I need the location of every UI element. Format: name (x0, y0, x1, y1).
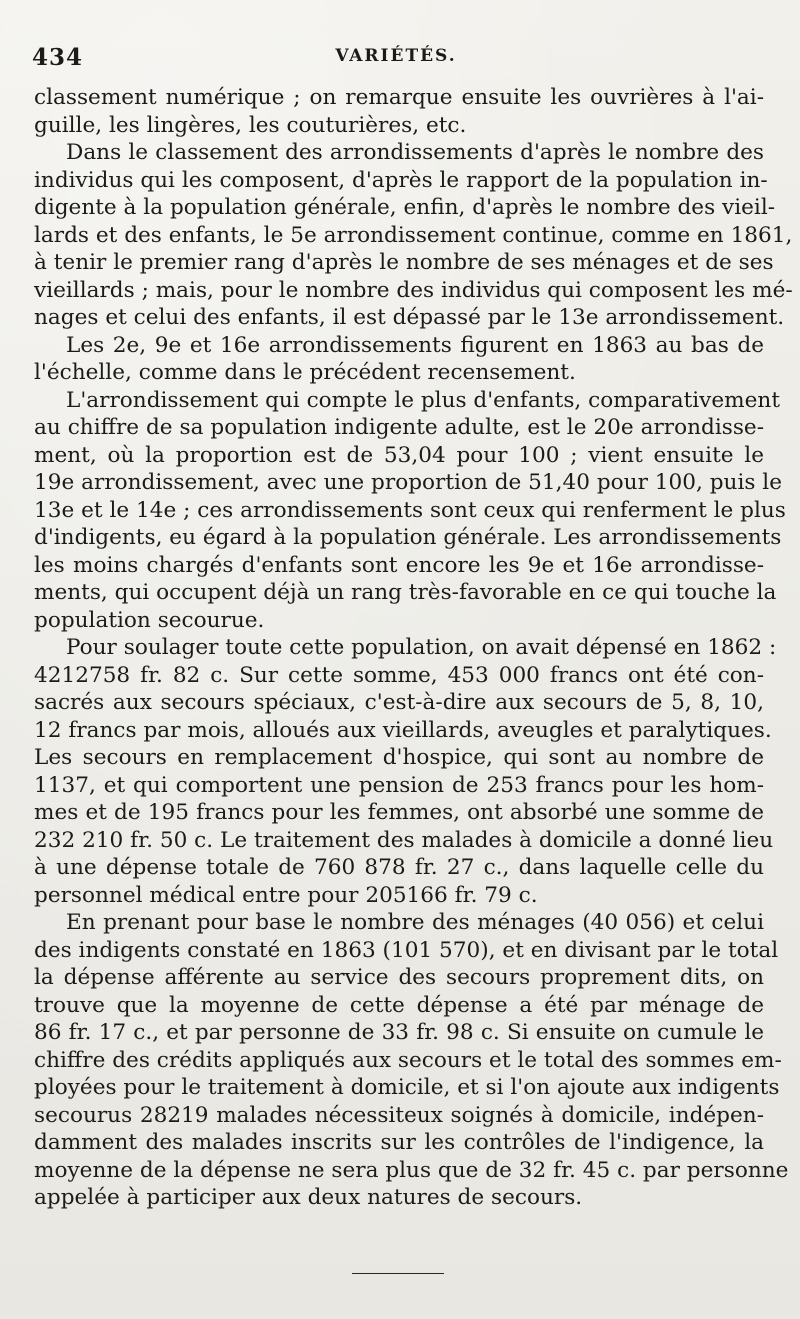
text-line: 12 francs par mois, alloués aux vieillards, aveugles et paralytiques. (34, 717, 772, 743)
text-line: ments, qui occupent déjà un rang très-favorable en ce qui touche la (34, 580, 777, 605)
text-line: à une dépense totale de 760 878 fr. 27 c., dans laquelle celle du (34, 855, 764, 880)
text-line: Dans le classement des arrondissements d'après le nombre des (66, 140, 764, 165)
text-line: chiffre des crédits appliqués aux secours et le total des sommes em- (34, 1047, 782, 1073)
text-line: 232 210 fr. 50 c. Le traitement des malades à domicile a donné lieu (34, 827, 774, 853)
text-line: 1137, et qui comportent une pension de 253 francs pour les hom- (34, 772, 764, 798)
text-line: sacrés aux secours spéciaux, c'est-à-dire aux secours de 5, 8, 10, (34, 690, 764, 715)
text-line: au chiffre de sa population indigente adulte, est le 20e arrondisse- (34, 415, 764, 440)
paragraph (34, 909, 789, 1212)
text-line: ment, où la proportion est de 53,04 pour 100 ; vient ensuite le (34, 442, 764, 468)
paragraph (34, 332, 764, 387)
text-line: 19e arrondissement, avec une proportion de 51,40 pour 100, puis le (34, 470, 782, 495)
text-line: Les secours en remplacement d'hospice, qui sont au nombre de (34, 745, 764, 770)
text-line: lards et des enfants, le 5e arrondissement continue, comme en 1861, (34, 222, 793, 248)
text-line: personnel médical entre pour 205166 fr. 79 c. (34, 882, 538, 908)
text-line: classement numérique ; on remarque ensuite les ouvrières à l'ai- (34, 85, 764, 110)
text-line: En prenant pour base le nombre des ménages (40 056) et celui (66, 910, 764, 935)
text-line: nages et celui des enfants, il est dépassé par le 13e arrondissement. (34, 305, 785, 330)
page-header (32, 44, 760, 74)
body-text (34, 84, 793, 1212)
text-line: appelée à participer aux deux natures de secours. (34, 1185, 583, 1210)
text-line: à tenir le premier rang d'après le nombre de ses ménages et de ses (34, 250, 774, 275)
text-line: la dépense afférente au service des secours proprement dits, on (34, 965, 764, 990)
paragraph (34, 84, 764, 139)
text-line: d'indigents, eu égard à la population générale. Les arrondissements (34, 525, 782, 550)
text-line: damment des malades inscrits sur les contrôles de l'indigence, la (34, 1130, 764, 1155)
text-line: 4212758 fr. 82 c. Sur cette somme, 453 000 francs ont été con- (34, 662, 764, 688)
running-head: VARIÉTÉS. (335, 46, 457, 66)
text-line: guille, les lingères, les couturières, etc. (34, 112, 467, 138)
paragraph (34, 387, 786, 635)
text-line: L'arrondissement qui compte le plus d'enfants, comparativement (66, 387, 780, 413)
text-line: Pour soulager toute cette population, on avait dépensé en 1862 : (66, 635, 777, 660)
text-line: individus qui les composent, d'après le rapport de la population in- (34, 167, 768, 193)
text-line: les moins chargés d'enfants sont encore les 9e et 16e arrondisse- (34, 552, 764, 578)
text-line: vieillards ; mais, pour le nombre des individus qui composent les mé- (34, 277, 793, 303)
text-line: des indigents constaté en 1863 (101 570), et en divisant par le total (34, 937, 779, 963)
text-line: ployées pour le traitement à domicile, et si l'on ajoute aux indigents (34, 1075, 780, 1100)
text-line: digente à la population générale, enfin, d'après le nombre des vieil- (34, 195, 776, 220)
text-line: moyenne de la dépense ne sera plus que de 32 fr. 45 c. par personne (34, 1157, 789, 1183)
text-line: mes et de 195 francs pour les femmes, ont absorbé une somme de (34, 800, 764, 825)
text-line: 86 fr. 17 c., et par personne de 33 fr. 98 c. Si ensuite on cumule le (34, 1020, 764, 1045)
text-line: l'échelle, comme dans le précédent recensement. (34, 360, 576, 385)
page-number: 434 (32, 44, 84, 71)
paragraph (34, 634, 777, 909)
text-line: population secourue. (34, 607, 265, 633)
section-end-rule (352, 1273, 444, 1274)
text-line: 13e et le 14e ; ces arrondissements sont ceux qui renferment le plus (34, 497, 786, 523)
text-line: Les 2e, 9e et 16e arrondissements figurent en 1863 au bas de (66, 332, 764, 358)
paragraph (34, 139, 793, 332)
text-line: trouve que la moyenne de cette dépense a été par ménage de (34, 992, 764, 1018)
text-line: secourus 28219 malades nécessiteux soignés à domicile, indépen- (34, 1102, 764, 1128)
